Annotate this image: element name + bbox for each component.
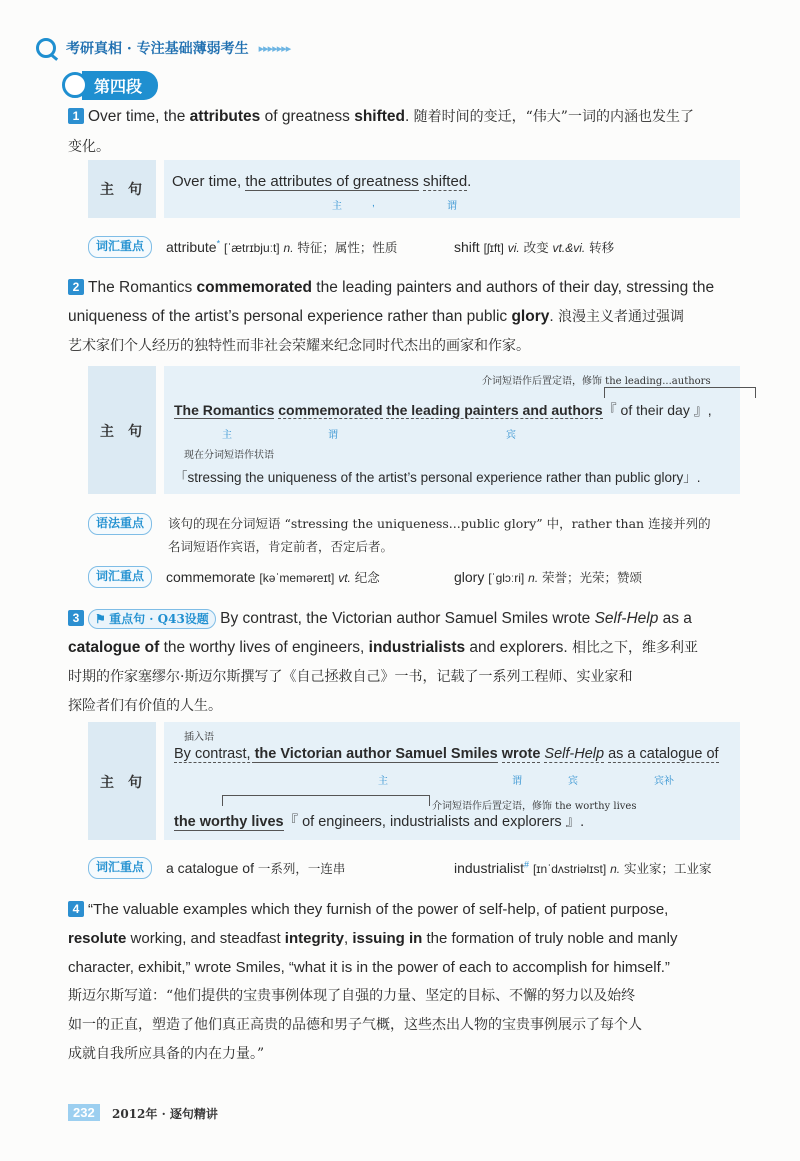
phonetic: [ˈɡlɔːri] bbox=[488, 571, 525, 585]
text: of greatness bbox=[260, 108, 355, 125]
section-label: 第四段 bbox=[82, 71, 158, 100]
text: “The valuable examples which they furnish of the power of self-help, of patient purpose, bbox=[88, 901, 669, 918]
text: the worthy lives of engineers, bbox=[159, 639, 369, 656]
key-word: shifted bbox=[354, 108, 406, 125]
part-of-speech: n. bbox=[283, 241, 294, 255]
sentence-number: 4 bbox=[68, 901, 84, 917]
text: working, and steadfast bbox=[126, 930, 285, 947]
object: Self-Help bbox=[544, 746, 605, 762]
postmodifier: 『 of engineers, industrialists and explorers 』. bbox=[283, 814, 585, 830]
text: the leading painters and authors of their day, stressing the bbox=[311, 279, 715, 296]
translation-cont: 成就自我所应具备的内在力量。” bbox=[68, 1046, 265, 1062]
meaning: 改变 bbox=[523, 240, 549, 255]
key-sentence-badge bbox=[88, 609, 216, 629]
meaning: 特征；属性；性质 bbox=[297, 240, 398, 255]
vocab-item-glory bbox=[454, 568, 642, 586]
sentence-number: 3 bbox=[68, 610, 84, 626]
main-sentence-label-box bbox=[88, 722, 156, 840]
object: the leading painters and authors bbox=[386, 402, 603, 418]
annotation-parenthetical: 插入语 bbox=[184, 732, 214, 743]
sentence-number: 1 bbox=[68, 108, 84, 124]
annotation-adverbial: 现在分词短语作状语 bbox=[184, 450, 274, 461]
key-word: issuing in bbox=[352, 930, 423, 947]
main-sentence-label-box bbox=[88, 160, 156, 218]
vocab-word: attribute bbox=[166, 239, 217, 255]
translation-cont: 如一的正直，塑造了他们真正高贵的品德和男子气概，这些杰出人物的宝贵事例展示了每个人 bbox=[68, 1017, 642, 1033]
complement-head: the worthy lives bbox=[174, 814, 284, 830]
label-subject: 主 bbox=[378, 776, 388, 787]
vocab-item-industrialist bbox=[454, 859, 711, 877]
grammar-line: 名词短语作宾语，肯定前者，否定后者。 bbox=[168, 539, 394, 554]
text: . bbox=[549, 308, 554, 325]
line bbox=[68, 633, 748, 663]
predicate: shifted bbox=[422, 173, 468, 190]
text: Over time, the bbox=[88, 108, 190, 125]
predicate: wrote bbox=[501, 746, 541, 762]
translation: 随着时间的变迁，“伟大”一词的内涵也发生了 bbox=[413, 109, 694, 125]
subject: The Romantics bbox=[174, 402, 275, 418]
meaning: 转移 bbox=[589, 240, 615, 255]
label-predicate: 谓 bbox=[512, 776, 522, 787]
line bbox=[68, 604, 748, 633]
key-word: catalogue of bbox=[68, 639, 160, 656]
annotation-postmodifier: 介词短语作后置定语，修饰 the worthy lives bbox=[432, 801, 637, 812]
footer-text: 2012年 · 逐句精讲 bbox=[112, 1107, 218, 1121]
analysis-line bbox=[174, 746, 719, 762]
phonetic: [ˈætrɪbjuːt] bbox=[224, 241, 280, 255]
vocab-badge: 词汇重点 bbox=[88, 566, 152, 588]
main-sentence-label-box bbox=[88, 366, 156, 494]
translation: 斯迈尔斯写道：“他们提供的宝贵事例体现了自强的力量、坚定的目标、不懈的努力以及始终 bbox=[68, 988, 636, 1004]
part-of-speech: n. bbox=[528, 571, 539, 585]
line bbox=[68, 273, 748, 302]
vocab-item-shift bbox=[454, 238, 614, 256]
line bbox=[68, 895, 748, 924]
text: By contrast, the Victorian author Samuel Smiles wrote bbox=[215, 610, 595, 627]
phonetic: [kəˈmeməreɪt] bbox=[259, 571, 335, 585]
line: character, exhibit,” wrote Smiles, “what it is in the power of each to accomplish for himself.” bbox=[68, 959, 670, 976]
vocab-word: a catalogue of bbox=[166, 860, 254, 876]
key-word: resolute bbox=[68, 930, 127, 947]
meaning: 纪念 bbox=[354, 570, 380, 585]
grammar-badge: 语法重点 bbox=[88, 513, 152, 535]
predicate: commemorated bbox=[278, 402, 383, 418]
label-subject: 主 bbox=[222, 430, 232, 441]
grammar-note bbox=[168, 512, 748, 558]
part-of-speech: n. bbox=[610, 862, 621, 876]
text: . bbox=[405, 108, 410, 125]
vocab-word: industrialist bbox=[454, 860, 525, 876]
subject: the attributes of greatness bbox=[245, 173, 419, 190]
label-predicate: 谓 bbox=[447, 201, 457, 212]
text: uniqueness of the artist’s personal experience rather than public bbox=[68, 308, 512, 325]
text: The Romantics bbox=[88, 279, 197, 296]
text: as a bbox=[658, 610, 692, 627]
key-sentence-label: 重点句 · Q43设题 bbox=[109, 612, 209, 626]
label-subject: 主 bbox=[332, 201, 342, 212]
meaning: 荣誉；光荣；赞颂 bbox=[542, 570, 643, 585]
text: Over time, bbox=[172, 173, 246, 190]
text: the formation of truly noble and manly bbox=[422, 930, 678, 947]
text: . bbox=[467, 173, 472, 190]
subject: the Victorian author Samuel Smiles bbox=[254, 746, 498, 762]
page-number: 232 bbox=[68, 1104, 100, 1121]
label-comma: , bbox=[372, 198, 375, 209]
part-of-speech: vt. bbox=[338, 571, 351, 585]
vocab-item-attribute bbox=[166, 238, 397, 256]
analysis-box-2 bbox=[164, 366, 740, 494]
star-mark: * bbox=[216, 238, 221, 249]
magnifier-logo-icon bbox=[36, 38, 56, 58]
main-sentence-label: 主 句 bbox=[100, 182, 142, 198]
label-complement: 宾补 bbox=[654, 776, 674, 787]
parenthetical: By contrast, bbox=[174, 746, 255, 762]
label-object: 宾 bbox=[568, 776, 578, 787]
phonetic: [ɪnˈdʌstriəlɪst] bbox=[532, 862, 607, 876]
label-object: 宾 bbox=[506, 430, 516, 441]
flag-icon: ⚑ bbox=[95, 612, 106, 626]
vocab-item-catalogue bbox=[166, 859, 345, 877]
part-of-speech: vt.&vi. bbox=[552, 241, 586, 255]
line bbox=[68, 924, 748, 953]
section-tag bbox=[62, 72, 158, 98]
vocab-word: glory bbox=[454, 569, 485, 585]
sentence-4 bbox=[68, 895, 748, 1069]
analysis-box-3 bbox=[164, 722, 740, 840]
key-word: attributes bbox=[189, 108, 261, 125]
magnifier-icon bbox=[62, 72, 88, 98]
translation-cont: 探险者们有价值的人生。 bbox=[68, 698, 222, 714]
header-arrows: ▸▸▸▸▸▸▸ bbox=[258, 42, 291, 55]
analysis-line-2: 「stressing the uniqueness of the artist’s personal experience rather than public glory」. bbox=[174, 470, 701, 485]
page-header bbox=[36, 36, 290, 60]
key-word: industrialists bbox=[368, 639, 466, 656]
part-of-speech: vi. bbox=[507, 241, 520, 255]
vocab-item-commemorate bbox=[166, 568, 380, 586]
line bbox=[68, 302, 748, 332]
bracket-arrow bbox=[604, 387, 756, 398]
translation: 浪漫主义者通过强调 bbox=[558, 309, 684, 325]
analysis-box-1 bbox=[164, 160, 740, 218]
main-sentence-label: 主 句 bbox=[100, 424, 142, 440]
meaning: 实业家；工业家 bbox=[623, 861, 712, 876]
analysis-line bbox=[172, 173, 471, 190]
annotation-postmodifier: 介词短语作后置定语，修饰 the leading...authors bbox=[482, 376, 711, 387]
postmodifier: 『 of their day 』, bbox=[602, 402, 712, 418]
text: , bbox=[343, 930, 353, 947]
translation-cont: 时期的作家塞缪尔·斯迈尔斯撰写了《自己拯救自己》一书，记载了一系列工程师、实业家和 bbox=[68, 669, 633, 685]
main-sentence-label: 主 句 bbox=[100, 775, 142, 791]
key-word: glory bbox=[511, 308, 550, 325]
translation-cont: 艺术家们个人经历的独特性而非社会荣耀来纪念同时代杰出的画家和作家。 bbox=[68, 338, 530, 354]
key-word: commemorated bbox=[196, 279, 312, 296]
sentence-3 bbox=[68, 604, 748, 721]
phonetic: [ʃɪft] bbox=[483, 241, 504, 255]
translation-cont: 变化。 bbox=[68, 139, 110, 155]
header-title: 考研真相 · 专注基础薄弱考生 bbox=[66, 41, 249, 57]
object-complement: as a catalogue of bbox=[608, 746, 719, 762]
vocab-word: commemorate bbox=[166, 569, 256, 585]
translation: 相比之下，维多利亚 bbox=[571, 640, 698, 656]
star-mark: # bbox=[524, 859, 530, 870]
analysis-line-2 bbox=[174, 810, 584, 831]
text: and explorers. bbox=[465, 639, 568, 656]
sentence-1 bbox=[68, 102, 748, 162]
grammar-line: 该句的现在分词短语 “stressing the uniqueness...public glory” 中，rather than 连接并列的 bbox=[168, 516, 711, 531]
vocab-badge: 词汇重点 bbox=[88, 236, 152, 258]
bracket-arrow bbox=[222, 795, 430, 806]
analysis-line bbox=[174, 400, 712, 420]
vocab-badge: 词汇重点 bbox=[88, 857, 152, 879]
book-title: Self-Help bbox=[594, 610, 659, 627]
label-predicate: 谓 bbox=[328, 430, 338, 441]
meaning: 一系列，一连串 bbox=[257, 861, 346, 876]
sentence-number: 2 bbox=[68, 279, 84, 295]
sentence-2 bbox=[68, 273, 748, 361]
key-word: integrity bbox=[284, 930, 344, 947]
vocab-word: shift bbox=[454, 239, 480, 255]
